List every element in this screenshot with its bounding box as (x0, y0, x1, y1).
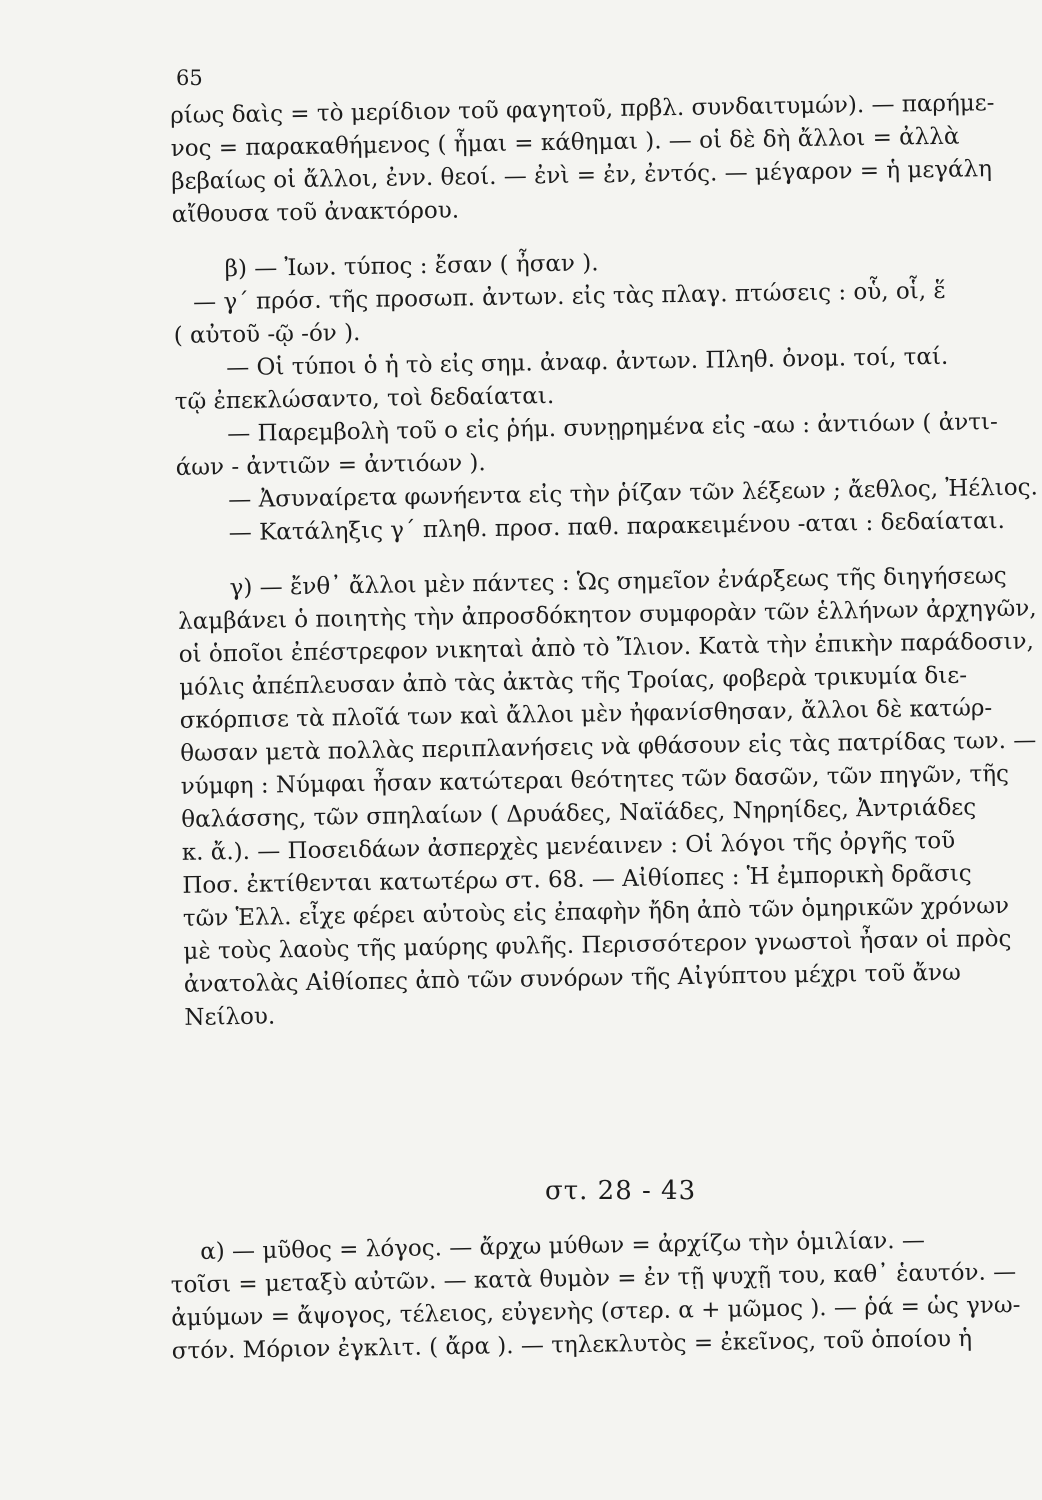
text-line: — Παρεμβολὴ τοῦ ο εἰς ῥήμ. συνῃρημένα εἰς -αω : ἀντιόων ( ἀντι- (227, 409, 998, 448)
text-line: νος = παρακαθήμενος ( ἧμαι = κάθημαι ). — οἱ δὲ δὴ ἄλλοι = ἀλλὰ (170, 123, 960, 162)
text-line: ἀνατολὰς Αἰθίοπες ἀπὸ τῶν συνόρων τῆς Αἰγύπτου μέχρι τοῦ ἄνω (183, 959, 961, 998)
text-line: ρίως δαὶς = τὸ μερίδιον τοῦ φαγητοῦ, πρβλ. συνδαιτυμών). — παρήμε- (170, 90, 995, 129)
text-line: μόλις ἀπέπλευσαν ἀπὸ τὰς ἀκτὰς τῆς Τροίας, φοβερὰ τρικυμία διε- (179, 662, 968, 701)
text-line: άων - ἀντιῶν = ἀντιόων ). (175, 450, 486, 481)
text-line: θωσαν μετὰ πολλὰς περιπλανήσεις νὰ φθάσουν εἰς τὰς πατρίδας των. — (180, 727, 1037, 767)
section-heading: στ. 28 - 43 (545, 1176, 697, 1206)
text-line: αἴθουσα τοῦ ἀνακτόρου. (171, 197, 460, 228)
text-line: — Κατάληξις γ΄ πληθ. προσ. παθ. παρακειμένου -αται : δεδαίαται. (228, 507, 1006, 547)
text-line: — γ΄ πρόσ. τῆς προσωπ. ἀντων. εἰς τὰς πλαγ. πτώσεις : οὗ, οἷ, ἕ (192, 277, 946, 316)
text-line: ( αὐτοῦ -ῷ -όν ). (173, 320, 361, 349)
text-line: — Ἀσυναίρετα φωνήεντα εἰς τὴν ῥίζαν τῶν λέξεων ; ἄεθλος, Ἠέλιος. (228, 474, 1039, 514)
text-line: γ) — ἔνθ᾿ ἄλλοι μὲν πάντες : Ὡς σημεῖον ἐνάρξεως τῆς διηγήσεως (229, 562, 1007, 602)
text-line: Νείλου. (184, 1003, 276, 1031)
text-line: σκόρπισε τὰ πλοῖά των καὶ ἄλλοι μὲν ἠφανίσθησαν, ἄλλοι δὲ κατώρ- (179, 695, 993, 734)
text-line: τῶν Ἑλλ. εἶχε φέρει αὐτοὺς εἰς ἐπαφὴν ἤδη ἀπὸ τῶν ὁμηρικῶν χρόνων (182, 892, 1010, 932)
text-line: τῷ ἐπεκλώσαντο, τοὶ δεδαίαται. (174, 383, 555, 415)
text-line: β) — Ἰων. τύπος : ἔσαν ( ἦσαν ). (224, 250, 599, 283)
text-line: — Οἱ τύποι ὁ ἡ τὸ εἰς σημ. ἀναφ. ἀντων. Πληθ. ὀνομ. τοί, ταί. (226, 343, 949, 382)
commentary-text-2 (170, 1223, 1042, 1368)
commentary-text (170, 86, 1042, 1035)
text-line: νύμφη : Νύμφαι ἦσαν κατώτεραι θεότητες τῶν δασῶν, τῶν πηγῶν, τῆς (180, 760, 1010, 800)
text-line: στόν. Μόριον ἐγκλιτ. ( ἄρα ). — τηλεκλυτὸς = ἐκεῖνος, τοῦ ὁποίου ἡ (171, 1325, 973, 1365)
text-line: θαλάσσης, τῶν σπηλαίων ( Δρυάδες, Ναϊάδες, Νηρηίδες, Ἀντριάδες (181, 794, 977, 833)
page-number: 65 (176, 66, 203, 90)
text-line: οἱ ὁποῖοι ἐπέστρεφον νικηταὶ ἀπὸ τὸ Ἴλιον. Κατὰ τὴν ἐπικὴν παράδοσιν, (178, 628, 1034, 668)
text-line: βεβαίως οἱ ἄλλοι, ἐνν. θεοί. — ἐνὶ = ἐν, ἐντός. — μέγαρον = ἡ μεγάλη (171, 156, 993, 195)
text-line: κ. ἄ.). — Ποσειδάων ἀσπερχὲς μενέαινεν : Οἱ λόγοι τῆς ὀργῆς τοῦ (181, 827, 956, 866)
text-line: τοῖσι = μεταξὺ αὐτῶν. — κατὰ θυμὸν = ἐν τῇ ψυχῇ του, καθ᾿ ἑαυτόν. — (170, 1259, 1017, 1299)
text-line: α) — μῦθος = λόγος. — ἄρχω μύθων = ἀρχίζω τὴν ὁμιλίαν. — (200, 1227, 926, 1265)
text-line: ἀμύμων = ἄψογος, τέλειος, εὐγενὴς (στερ. α + μῶμος ). — ῥά = ὡς γνω- (171, 1292, 1021, 1332)
text-line: μὲ τοὺς λαοὺς τῆς μαύρης φυλῆς. Περισσότερον γνωστοὶ ἦσαν οἱ πρὸς (183, 925, 1012, 965)
text-line: λαμβάνει ὁ ποιητὴς τὴν ἀπροσδόκητον συμφορὰν τῶν ἑλλήνων ἀρχηγῶν, (177, 595, 1037, 635)
text-line: Ποσ. ἐκτίθενται κατωτέρω στ. 68. — Αἰθίοπες : Ἡ ἐμπορικὴ δρᾶσις (182, 860, 972, 899)
